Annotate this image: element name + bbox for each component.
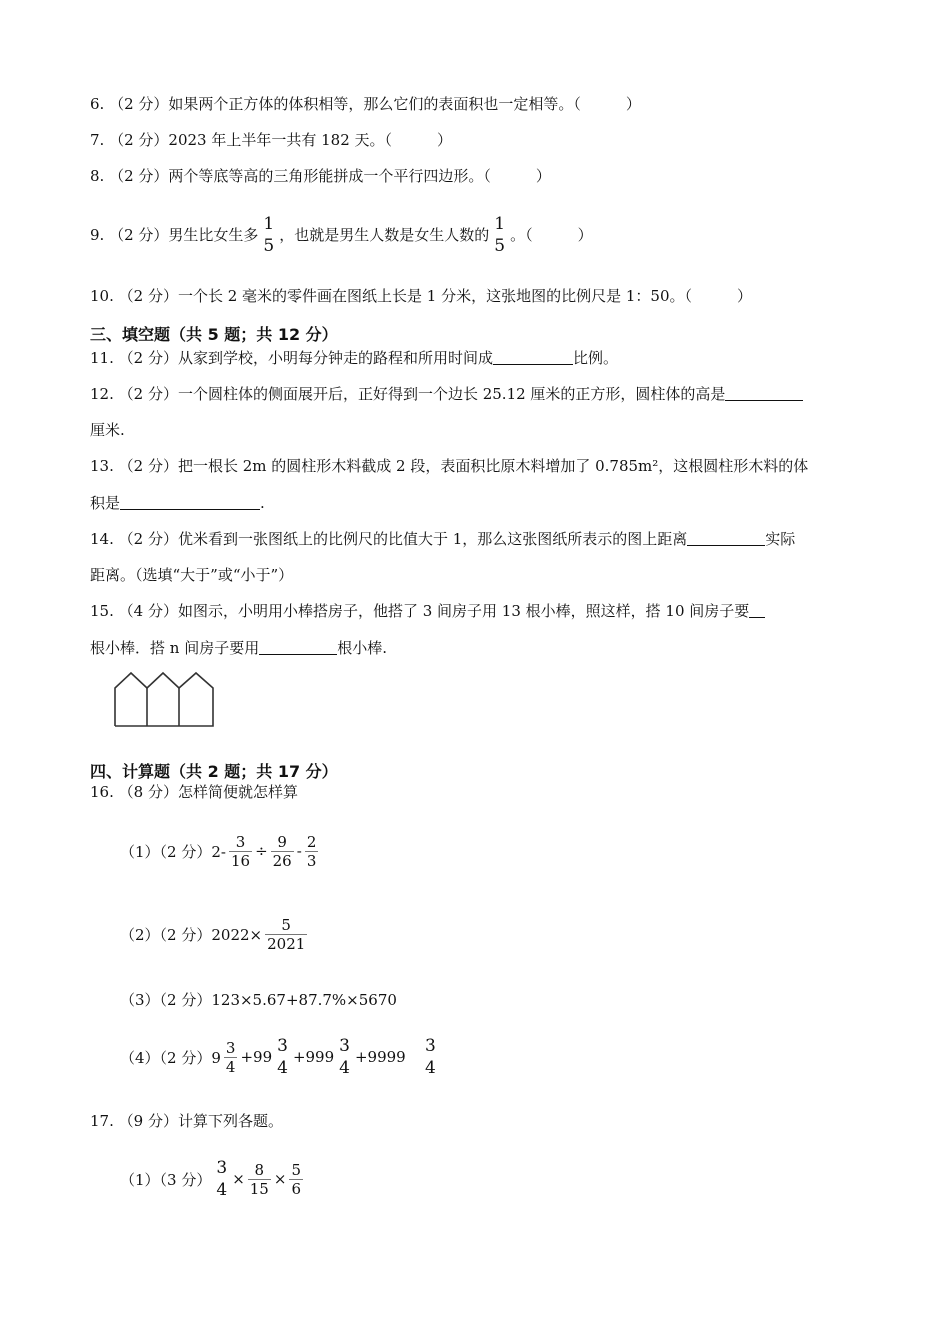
question-text: 2023 年上半年一共有 182 天。（ ） [168, 131, 453, 149]
answer-blank[interactable] [120, 493, 260, 510]
fraction-numerator: 1 [263, 214, 275, 234]
question-score: （2 分） [109, 226, 169, 244]
question-number: 14. [90, 530, 114, 548]
fraction-denominator: 16 [230, 851, 251, 870]
question-score: （2 分） [109, 95, 169, 113]
operator: ÷ [255, 842, 268, 860]
question-number: 7. [90, 131, 105, 149]
houses-outline [115, 673, 213, 726]
question-number: 17. [90, 1112, 114, 1130]
fraction-denominator: 6 [291, 1179, 301, 1198]
part-label: （4）（2 分）9 [120, 1048, 221, 1067]
answer-blank[interactable] [493, 348, 573, 365]
question-score: （2 分） [109, 167, 169, 185]
question-14 [90, 529, 795, 549]
fraction [229, 833, 252, 870]
fraction [423, 1035, 438, 1079]
question-16-part-4 [120, 1022, 441, 1092]
fraction-denominator: 15 [249, 1179, 269, 1198]
fraction [261, 213, 276, 257]
question-text: 两个等底等高的三角形能拼成一个平行四边形。（ ） [168, 167, 551, 185]
question-text: 优米看到一张图纸上的比例尺的比值大于 1，那么这张图纸所表示的图上距离 [177, 530, 688, 548]
question-score: （2 分） [118, 530, 178, 548]
question-10 [90, 286, 752, 306]
part-label: （1）（3 分） [120, 1170, 212, 1189]
question-12-cont [90, 420, 125, 440]
fraction-denominator: 3 [306, 851, 317, 870]
question-17 [90, 1111, 283, 1131]
fraction-numerator: 5 [291, 1160, 301, 1179]
question-number: 12. [90, 385, 114, 403]
fraction-numerator: 8 [248, 1161, 271, 1180]
fraction-denominator: 4 [277, 1058, 288, 1078]
question-text: 一个长 2 毫米的零件画在图纸上长是 1 分米，这张地图的比例尺是 1：50。（ ） [177, 287, 753, 305]
question-text: ，也就是男生人数是女生人数的 [279, 226, 490, 244]
houses-figure [112, 670, 218, 730]
term: +9999 [354, 1048, 406, 1066]
question-score: （2 分） [118, 287, 178, 305]
question-text: 如图示，小明用小棒搭房子，他搭了 3 间房子用 13 根小棒，照这样，搭 10 间房子要 [177, 602, 750, 620]
question-score: （2 分） [118, 349, 178, 367]
fraction-numerator: 3 [229, 833, 252, 852]
fraction-numerator: 1 [494, 214, 506, 234]
answer-blank[interactable] [259, 638, 337, 655]
question-number: 13. [90, 457, 114, 475]
question-score: （2 分） [118, 457, 178, 475]
answer-blank[interactable] [687, 529, 765, 546]
question-number: 11. [90, 349, 114, 367]
question-score: （4 分） [118, 602, 178, 620]
answer-blank[interactable] [749, 601, 765, 618]
question-text: 男生比女生多 [168, 226, 259, 244]
question-6 [90, 94, 641, 114]
fraction-numerator: 3 [339, 1036, 350, 1056]
question-15 [90, 601, 765, 621]
fraction-numerator: 3 [277, 1036, 288, 1056]
fraction [224, 1039, 238, 1076]
question-text: 根小棒．搭 n 间房子要用 [90, 639, 260, 657]
fraction-numerator: 2 [306, 832, 317, 851]
question-number: 10. [90, 287, 114, 305]
question-text: 距离。（选填“大于”或“小于”） [90, 566, 294, 584]
question-text: 。（ ） [510, 226, 593, 244]
question-number: 6. [90, 95, 105, 113]
question-16 [90, 782, 298, 802]
fraction [289, 1161, 303, 1198]
question-score: （2 分） [109, 131, 169, 149]
question-score: （8 分） [118, 783, 178, 801]
fraction [265, 916, 307, 953]
fraction [271, 833, 294, 870]
fraction [305, 833, 319, 870]
question-11 [90, 348, 618, 368]
fraction-denominator: 4 [425, 1058, 436, 1078]
house-roofs [115, 673, 213, 726]
question-13-cont [90, 493, 265, 513]
question-7 [90, 130, 452, 150]
fraction-denominator: 2021 [267, 934, 306, 953]
question-16-part-3 [120, 988, 397, 1010]
operator: × [273, 1170, 287, 1188]
question-text: 从家到学校，小明每分钟走的路程和所用时间成 [177, 349, 493, 367]
question-14-cont [90, 565, 293, 585]
question-text: 积是 [90, 494, 121, 512]
fraction-numerator: 3 [216, 1158, 228, 1178]
fraction-numerator: 3 [225, 1038, 236, 1057]
question-number: 15. [90, 602, 114, 620]
fraction [337, 1035, 352, 1079]
fraction-numerator: 5 [265, 916, 307, 935]
question-17-part-1 [120, 1144, 306, 1214]
section-title: 四、计算题（共 2 题；共 17 分） [90, 762, 338, 781]
fraction [492, 213, 507, 257]
term: +99 [240, 1048, 273, 1066]
question-13 [90, 456, 808, 476]
fraction [214, 1157, 229, 1201]
fraction-denominator: 26 [272, 851, 292, 870]
fraction-denominator: 4 [216, 1180, 228, 1200]
question-text: 根小棒. [337, 639, 387, 657]
question-text: 厘米. [90, 421, 125, 439]
fraction-denominator: 4 [225, 1057, 236, 1076]
answer-blank[interactable] [725, 384, 803, 401]
question-text: 比例。 [572, 349, 618, 367]
fraction [248, 1161, 271, 1198]
part-label: （2）（2 分）2022× [120, 925, 263, 944]
fraction-denominator: 4 [339, 1058, 350, 1078]
question-12 [90, 384, 803, 404]
question-score: （2 分） [118, 385, 178, 403]
part-label: （1）（2 分）2- [120, 842, 226, 861]
operator: - [296, 842, 302, 860]
fraction-numerator: 9 [271, 833, 294, 852]
question-number: 16. [90, 783, 114, 801]
fraction [275, 1035, 290, 1079]
question-text: 计算下列各题。 [177, 1112, 283, 1130]
question-15-cont [90, 638, 387, 658]
operator: × [232, 1170, 245, 1188]
fraction-denominator: 5 [263, 236, 275, 256]
question-text: 如果两个正方体的体积相等，那么它们的表面积也一定相等。（ ） [168, 95, 641, 113]
question-8 [90, 166, 551, 186]
question-number: 9. [90, 226, 105, 244]
term: +999 [292, 1048, 335, 1066]
question-text: 实际 [765, 530, 796, 548]
question-16-part-2 [120, 904, 310, 964]
question-score: （9 分） [118, 1112, 178, 1130]
question-text: 把一根长 2m 的圆柱形木料截成 2 段，表面积比原木料增加了 0.785m²，这根圆柱形木料的体 [177, 457, 809, 475]
fraction-numerator: 3 [425, 1036, 436, 1056]
question-16-part-1 [120, 818, 321, 884]
fraction-denominator: 5 [494, 236, 506, 256]
question-9 [90, 200, 593, 270]
question-text: 怎样简便就怎样算 [177, 783, 298, 801]
question-number: 8. [90, 167, 105, 185]
part-label: （3）（2 分）123×5.67+87.7%×5670 [120, 990, 397, 1009]
question-text: . [260, 494, 265, 512]
question-text: 一个圆柱体的侧面展开后，正好得到一个边长 25.12 厘米的正方形，圆柱体的高是 [177, 385, 726, 403]
section-title: 三、填空题（共 5 题；共 12 分） [90, 325, 338, 344]
